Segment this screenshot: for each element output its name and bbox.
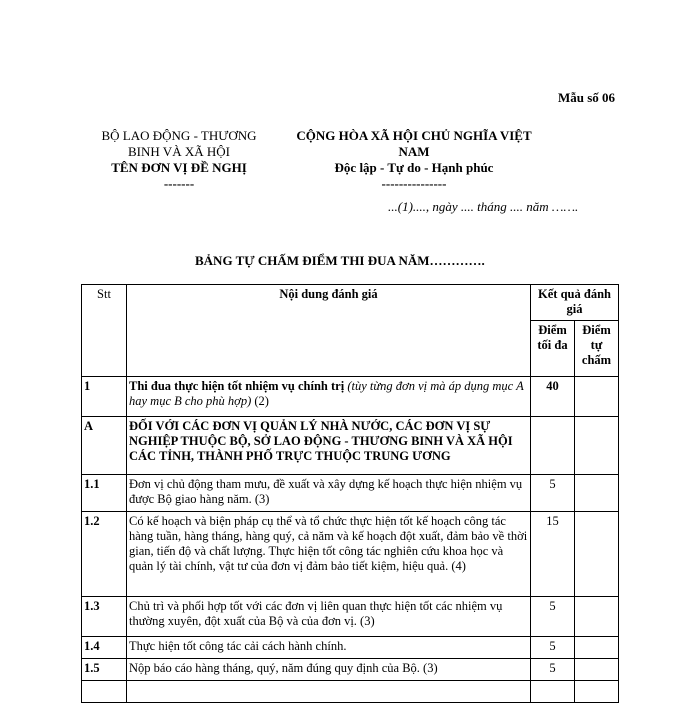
row-max-score: 5 xyxy=(531,637,575,659)
row-content: Có kế hoạch và biện pháp cụ thể và tổ chức thực hiện tốt kế hoạch công tác hàng tuần, hàng tháng, hàng quý, cả năm và kế hoạch đột xuất, đảm bảo về thời gian, tiến độ và chất lượng. Thực hiện tốt công tác nghiên cứu khoa học và quản lý tài chính, vật tư của đơn vị đảm bảo tiết kiệm, hiệu quả. (4) xyxy=(127,512,531,597)
document-title: BẢNG TỰ CHẤM ĐIỂM THI ĐUA NĂM…………. xyxy=(195,253,485,268)
national-header xyxy=(288,128,540,192)
row-max-score: 15 xyxy=(531,512,575,597)
national-divider: --------------- xyxy=(381,176,447,191)
row-max-score xyxy=(531,681,575,703)
table-row xyxy=(82,597,619,637)
header-self-score: Điểm tự chấm xyxy=(575,321,619,377)
row-max-score: 5 xyxy=(531,597,575,637)
row-self-score xyxy=(575,659,619,681)
row-stt: 1.1 xyxy=(82,475,127,512)
table-row xyxy=(82,637,619,659)
row-self-score xyxy=(575,417,619,475)
agency-line-1: BỘ LAO ĐỘNG - THƯƠNG xyxy=(101,128,257,143)
header-content: Nội dung đánh giá xyxy=(127,285,531,377)
row-content: ĐỐI VỚI CÁC ĐƠN VỊ QUẢN LÝ NHÀ NƯỚC, CÁC ĐƠN VỊ SỰ NGHIỆP THUỘC BỘ, SỞ LAO ĐỘNG - THƯƠNG BINH VÀ XÃ HỘI CÁC TỈNH, THÀNH PHỐ TRỰC THUỘC TRUNG ƯƠNG xyxy=(127,417,531,475)
row-stt: 1.4 xyxy=(82,637,127,659)
agency-line-2: BINH VÀ XÃ HỘI xyxy=(128,144,230,159)
table-row-partial xyxy=(82,681,619,703)
row-stt xyxy=(82,681,127,703)
row-self-score xyxy=(575,475,619,512)
row-self-score xyxy=(575,377,619,417)
row-stt: 1.3 xyxy=(82,597,127,637)
row-content: Nộp báo cáo hàng tháng, quý, năm đúng quy định của Bộ. (3) xyxy=(127,659,531,681)
table-row xyxy=(82,475,619,512)
row-self-score xyxy=(575,597,619,637)
issuing-agency-header xyxy=(90,128,268,192)
row-content: Chủ trì và phối hợp tốt với các đơn vị liên quan thực hiện tốt các nhiệm vụ thường xuyên, đột xuất của Bộ và của đơn vị. (3) xyxy=(127,597,531,637)
row-max-score xyxy=(531,417,575,475)
row-max-score: 40 xyxy=(531,377,575,417)
row-max-score: 5 xyxy=(531,475,575,512)
table-row xyxy=(82,512,619,597)
row-stt: A xyxy=(82,417,127,475)
row-self-score xyxy=(575,637,619,659)
table-row xyxy=(82,377,619,417)
row-stt: 1 xyxy=(82,377,127,417)
national-motto: Độc lập - Tự do - Hạnh phúc xyxy=(334,160,494,175)
score-table xyxy=(81,284,619,703)
unit-name: TÊN ĐƠN VỊ ĐỀ NGHỊ xyxy=(111,160,247,175)
row-max-score: 5 xyxy=(531,659,575,681)
row-content: Thực hiện tốt công tác cải cách hành chính. xyxy=(127,637,531,659)
row-content: Thi đua thực hiện tốt nhiệm vụ chính trị (tùy từng đơn vị mà áp dụng mục A hay mục B cho phù hợp) (2) xyxy=(127,377,531,417)
row-content: Đơn vị chủ động tham mưu, đề xuất và xây dựng kế hoạch thực hiện nhiệm vụ được Bộ giao hàng năm. (3) xyxy=(127,475,531,512)
row-content xyxy=(127,681,531,703)
header-stt: Stt xyxy=(82,285,127,377)
table-row xyxy=(82,659,619,681)
row-stt: 1.5 xyxy=(82,659,127,681)
form-number: Mẫu số 06 xyxy=(558,90,616,105)
row-self-score xyxy=(575,681,619,703)
row-self-score xyxy=(575,512,619,597)
row-stt: 1.2 xyxy=(82,512,127,597)
header-result: Kết quả đánh giá xyxy=(531,285,619,321)
national-title: CỘNG HÒA XÃ HỘI CHỦ NGHĨA VIỆT NAM xyxy=(296,128,532,159)
table-row xyxy=(82,417,619,475)
agency-divider: ------- xyxy=(163,176,195,191)
header-max-score: Điểm tối đa xyxy=(531,321,575,377)
date-line: ...(1)...., ngày .... tháng .... năm ……. xyxy=(388,199,579,214)
